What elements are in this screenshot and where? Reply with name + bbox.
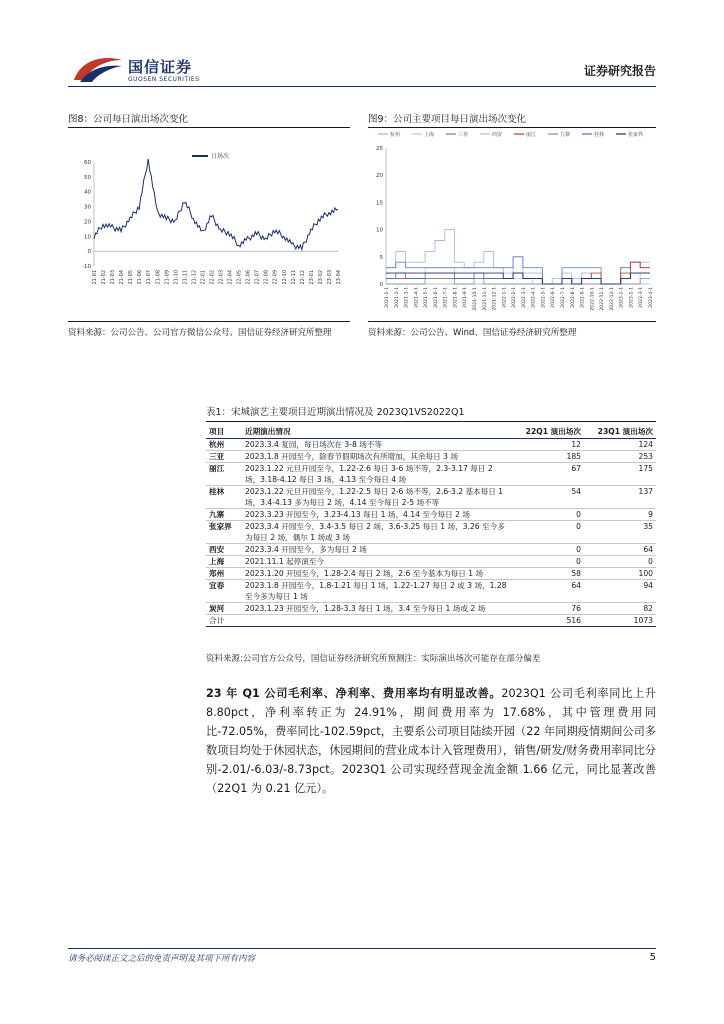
header-23q1: 23Q1 演出场次 xyxy=(584,424,656,439)
fig9-x-tick-label: 2022-5-1 xyxy=(541,287,547,308)
fig9-x-tick-label: 2021-10-1 xyxy=(473,287,478,311)
fig9-bottom-rule xyxy=(368,321,656,322)
cell-23q1: 9 xyxy=(584,509,656,521)
fig8-y-tick-label: -10 xyxy=(82,264,91,270)
fig9-legend-label: 西安 xyxy=(492,132,503,138)
cell-23q1: 0 xyxy=(584,556,656,568)
fig8-y-tick-label: 0 xyxy=(87,249,91,256)
fig9-y-tick-label: 5 xyxy=(379,254,383,261)
fig9-x-tick-label: 2022-8-1 xyxy=(570,287,576,308)
fig8-x-tick-label: 21-06 xyxy=(137,270,144,285)
fig9-y-tick-label: 15 xyxy=(376,200,383,207)
cell-23q1: 64 xyxy=(584,544,656,556)
cell-22q1: 67 xyxy=(512,463,584,486)
fig9-x-tick-label: 2021-7-1 xyxy=(443,287,449,308)
page-number: 5 xyxy=(649,952,656,963)
fig8-x-tick-label: 21-08 xyxy=(155,270,162,285)
table-total-row xyxy=(206,615,656,627)
fig9-y-tick-label: 20 xyxy=(376,173,383,180)
footer-divider xyxy=(68,948,656,949)
fig9-x-tick-label: 2022-7-1 xyxy=(561,287,566,308)
fig9-x-tick-label: 2022-4-1 xyxy=(531,287,537,308)
fig9-series-line xyxy=(386,268,650,284)
fig8-x-tick-label: 22-09 xyxy=(272,270,279,285)
fig8-x-tick-label: 21-05 xyxy=(128,270,135,285)
fig9-legend-label: 九寨 xyxy=(560,132,571,138)
fig9-legend-label: 桂林 xyxy=(594,132,605,138)
cell-22q1: 185 xyxy=(512,451,584,463)
fig9-x-tick-label: 2021-4-1 xyxy=(414,287,420,308)
fig9-x-tick-label: 2021-2-1 xyxy=(394,287,400,308)
cell-project: 九寨 xyxy=(206,509,242,521)
fig8-y-tick-label: 10 xyxy=(84,234,91,241)
report-type: 证券研究报告 xyxy=(583,64,656,78)
fig8-x-tick-label: 21-01 xyxy=(92,270,98,285)
fig8-chart xyxy=(68,140,350,320)
fig9-x-tick-label: 2021-12-1 xyxy=(492,287,498,311)
cell-22q1: 0 xyxy=(512,521,584,544)
cell-total-22q1: 516 xyxy=(512,615,584,627)
fig9-x-tick-label: 2022-6-1 xyxy=(551,287,557,308)
fig9-x-tick-label: 2022-12-1 xyxy=(609,287,615,311)
cell-desc: 2023.1.8 开园至今，除春节假期场次有所增加，其余每日 3 场 xyxy=(242,451,512,463)
fig9-x-tick-label: 2023-2-1 xyxy=(629,287,635,308)
fig8-y-tick-label: 50 xyxy=(84,174,91,181)
cell-project: 宜春 xyxy=(206,580,242,603)
table-row xyxy=(206,580,656,603)
cell-23q1: 94 xyxy=(584,580,656,603)
fig8-x-tick-label: 22-11 xyxy=(290,270,297,285)
cell-22q1: 0 xyxy=(512,544,584,556)
fig9-x-tick-label: 2021-1-1 xyxy=(385,287,390,308)
table-row xyxy=(206,603,656,615)
cell-project: 炭河 xyxy=(206,603,242,615)
fig8-x-tick-label: 23-01 xyxy=(308,270,315,285)
fig8-x-tick-label: 22-12 xyxy=(299,270,306,285)
cell-desc: 2023.3.4 复园，每日场次在 3-8 场不等 xyxy=(242,439,512,451)
cell-project: 郑州 xyxy=(206,568,242,580)
fig8-x-tick-label: 21-07 xyxy=(146,270,153,285)
cell-22q1: 64 xyxy=(512,580,584,603)
fig8-title-rule xyxy=(68,127,350,128)
cell-project: 上海 xyxy=(206,556,242,568)
fig9-x-tick-label: 2022-1-1 xyxy=(502,287,508,308)
fig9-x-tick-label: 2021-3-1 xyxy=(404,287,410,308)
logo-text-en: GUOSEN SECURITIES xyxy=(128,76,200,83)
cell-desc: 2023.3.4 开园至今，多为每日 2 场 xyxy=(242,544,512,556)
cell-desc: 2023.1.23 开园至今，1.28-3.3 每日 1 场，3.4 至今每日 1 场或 2 场 xyxy=(242,603,512,615)
cell-project: 三亚 xyxy=(206,451,242,463)
fig8-x-tick-label: 21-04 xyxy=(119,270,126,285)
table-row xyxy=(206,463,656,486)
cell-23q1: 35 xyxy=(584,521,656,544)
fig8-x-tick-label: 23-04 xyxy=(336,270,342,285)
fig8-x-tick-label: 22-02 xyxy=(209,270,216,285)
fig8-y-tick-label: 60 xyxy=(84,160,91,166)
cell-desc: 2023.1.8 开园至今，1.8-1.21 每日 1 场，1.22-1.27 每日 2 或 3 场，1.28 至今多为每日 1 场 xyxy=(242,580,512,603)
logo-text-cn: 国信证券 xyxy=(128,58,193,76)
fig8-x-tick-label: 21-03 xyxy=(110,270,117,285)
fig9-x-tick-label: 2021-6-1 xyxy=(433,287,439,308)
fig8-x-tick-label: 21-02 xyxy=(101,270,108,285)
fig9-x-tick-label: 2022-3-1 xyxy=(521,287,527,308)
fig8-x-tick-label: 22-05 xyxy=(236,270,243,285)
fig8-x-tick-label: 21-12 xyxy=(191,270,198,285)
fig9-series-line xyxy=(386,279,650,284)
cell-desc: 2023.3.4 开园至今，3.4-3.5 每日 2 场，3.6-3.25 每日 1 场，3.26 至今多为每日 2 场，偶尔 1 场或 3 场 xyxy=(242,521,512,544)
fig9-y-tick-label: 10 xyxy=(376,227,383,234)
header xyxy=(0,0,724,90)
cell-total-desc xyxy=(242,615,512,627)
header-desc: 近期演出情况 xyxy=(242,424,512,439)
fig8-x-tick-label: 22-03 xyxy=(218,270,225,285)
cell-23q1: 82 xyxy=(584,603,656,615)
fig9-legend-label: 张家界 xyxy=(628,132,644,138)
table-row xyxy=(206,521,656,544)
fig8-series-line xyxy=(94,159,338,250)
fig9-x-tick-label: 2022-9-1 xyxy=(580,287,586,308)
fig8-x-tick-label: 22-08 xyxy=(263,270,270,285)
fig9-x-tick-label: 2021-5-1 xyxy=(424,287,430,308)
table-title: 表1：宋城演艺主要项目近期演出情况及 2023Q1VS2022Q1 xyxy=(206,407,465,418)
guosen-logo-icon xyxy=(70,52,126,86)
fig9-x-tick-label: 2023-4-1 xyxy=(649,287,654,308)
fig8-x-tick-label: 21-10 xyxy=(173,270,180,285)
header-22q1: 22Q1 演出场次 xyxy=(512,424,584,439)
analysis-paragraph xyxy=(206,684,656,798)
cell-22q1: 0 xyxy=(512,556,584,568)
cell-23q1: 124 xyxy=(584,439,656,451)
fig8-x-tick-label: 23-02 xyxy=(317,270,324,285)
cell-23q1: 175 xyxy=(584,463,656,486)
table-row xyxy=(206,509,656,521)
cell-project: 西安 xyxy=(206,544,242,556)
fig8-x-tick-label: 22-04 xyxy=(227,270,234,285)
cell-23q1: 137 xyxy=(584,486,656,509)
fig9-title: 图9：公司主要项目每日演出场次变化 xyxy=(368,114,527,125)
fig8-x-tick-label: 23-03 xyxy=(326,270,333,285)
fig8-source: 资料来源：公司公告、公司官方微信公众号、国信证券经济研究所整理 xyxy=(68,328,332,338)
paragraph-lead: 23 年 Q1 公司毛利率、净利率、费用率均有明显改善。 xyxy=(206,687,502,700)
table-row xyxy=(206,544,656,556)
header-project: 项目 xyxy=(206,424,242,439)
cell-22q1: 0 xyxy=(512,509,584,521)
cell-desc: 2023.1.20 开园至今，1.28-2.4 每日 2 场，2.6 至今基本为每日 1 场 xyxy=(242,568,512,580)
paragraph-body: 2023Q1 公司毛利率同比上升 8.80pct，净利率转正为 24.91%，期间费用率为 17.68%，其中管理费用同比-72.05%，费率同比-102.59pct，主要系公司项目陆续开园（22 年同期疫情期间公司多数项目均处于休园状态，休园期间的营业成本计入管理费用），销售/研发/财务费用率同比分别-2.01/-6.03/-8.73pct。2023Q1 公司实现经营现金流金额 1.66 亿元，同比显著改善（22Q1 为 0.21 亿元）。 xyxy=(206,687,656,795)
cell-23q1: 253 xyxy=(584,451,656,463)
fig8-title: 图8：公司每日演出场次变化 xyxy=(68,114,189,125)
fig9-series-line xyxy=(386,257,650,284)
cell-desc: 2023.3.23 开园至今，3.23-4.13 每日 1 场，4.14 至今每日 2 场 xyxy=(242,509,512,521)
fig9-x-tick-label: 2021-8-1 xyxy=(453,287,459,308)
fig8-legend-label: 日场次 xyxy=(211,153,230,160)
fig9-x-tick-label: 2023-3-1 xyxy=(639,287,645,308)
table-row xyxy=(206,451,656,463)
fig8-y-tick-label: 20 xyxy=(84,219,91,226)
fig9-x-tick-label: 2022-2-1 xyxy=(512,287,518,308)
cell-23q1: 100 xyxy=(584,568,656,580)
cell-22q1: 54 xyxy=(512,486,584,509)
cell-22q1: 58 xyxy=(512,568,584,580)
fig8-x-tick-label: 21-09 xyxy=(164,270,171,285)
table-source: 资料来源:公司官方公众号，国信证券经济研究所预测注：实际演出场次可能存在部分偏差 xyxy=(206,654,541,664)
fig9-y-tick-label: 0 xyxy=(379,282,383,288)
fig9-legend-label: 三亚 xyxy=(458,132,469,138)
table-title-rule xyxy=(206,421,656,422)
cell-project: 桂林 xyxy=(206,486,242,509)
cell-total-23q1: 1073 xyxy=(584,615,656,627)
table-row xyxy=(206,439,656,451)
fig8-y-tick-label: 40 xyxy=(84,189,91,196)
fig9-legend-label: 杭州 xyxy=(390,132,401,138)
cell-project: 张家界 xyxy=(206,521,242,544)
cell-total-label: 合计 xyxy=(206,615,242,627)
table-row xyxy=(206,568,656,580)
projects-table xyxy=(206,424,656,627)
fig9-legend-label: 丽江 xyxy=(526,132,537,138)
fig9-chart xyxy=(368,128,656,320)
table-row xyxy=(206,556,656,568)
fig9-x-tick-label: 2022-10-1 xyxy=(590,287,596,311)
fig9-y-tick-label: 25 xyxy=(376,146,383,152)
cell-desc: 2023.1.22 元旦开园至今，1.22-2.5 每日 2-6 场不等，2.6-3.2 基本每日 1 场，3.4-4.13 多为每日 2 场，4.14 至今每日 2-5 场不等 xyxy=(242,486,512,509)
table-row xyxy=(206,486,656,509)
fig8-x-tick-label: 22-06 xyxy=(245,270,252,285)
fig8-y-tick-label: 30 xyxy=(84,204,91,211)
fig9-x-tick-label: 2023-1-1 xyxy=(619,287,625,308)
fig9-legend-label: 上海 xyxy=(424,132,435,138)
fig8-x-tick-label: 22-07 xyxy=(254,270,261,285)
cell-desc: 2023.1.22 元旦开园至今，1.22-2.6 每日 3-6 场不等，2.3-3.17 每日 2 场，3.18-4.12 每日 3 场，4.13 至今每日 4 场 xyxy=(242,463,512,486)
fig9-x-tick-label: 2021-11-1 xyxy=(482,287,488,311)
cell-project: 杭州 xyxy=(206,439,242,451)
cell-22q1: 76 xyxy=(512,603,584,615)
fig8-x-tick-label: 21-11 xyxy=(182,270,189,285)
fig8-x-tick-label: 22-10 xyxy=(281,270,288,285)
fig9-x-tick-label: 2021-9-1 xyxy=(463,287,469,308)
fig8-x-tick-label: 22-01 xyxy=(200,270,207,285)
fig9-source: 资料来源：公司公告、Wind、国信证券经济研究所整理 xyxy=(368,328,577,338)
cell-project: 丽江 xyxy=(206,463,242,486)
fig8-bottom-rule xyxy=(68,321,350,322)
fig9-x-tick-label: 2022-11-1 xyxy=(600,287,606,311)
table-header-row xyxy=(206,424,656,439)
cell-desc: 2021.11.1 起停演至今 xyxy=(242,556,512,568)
cell-22q1: 12 xyxy=(512,439,584,451)
footer-disclaimer: 请务必阅读正文之后的免责声明及其项下所有内容 xyxy=(68,954,256,964)
header-divider xyxy=(68,86,656,87)
